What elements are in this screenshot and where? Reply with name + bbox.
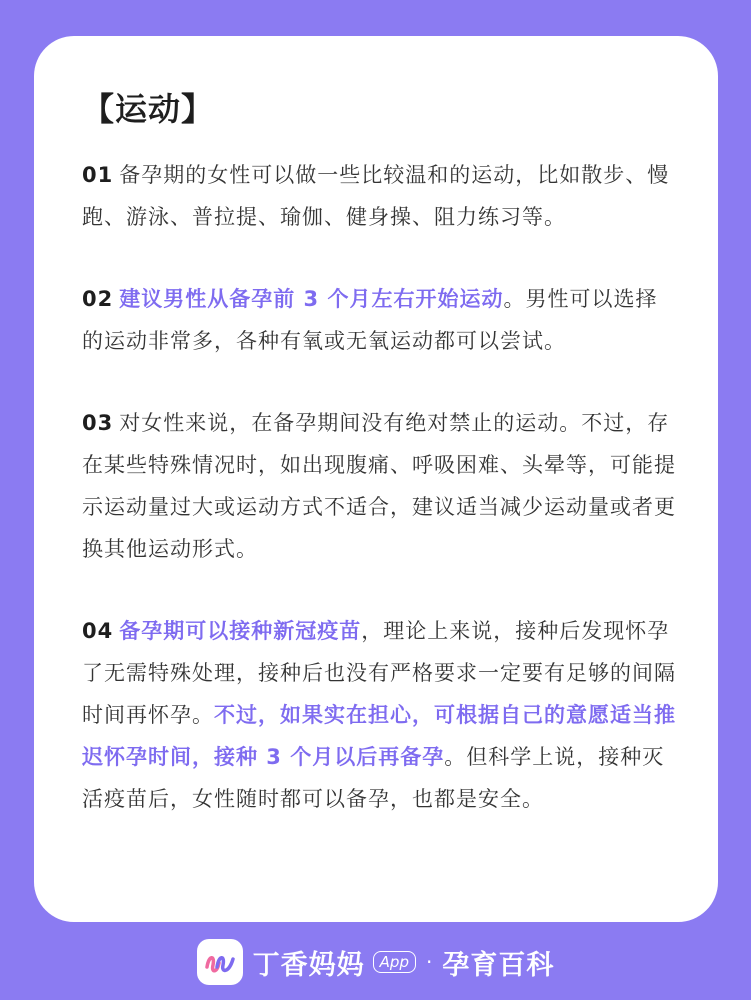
paragraph-number: 02 <box>82 287 114 311</box>
highlight-text: 备孕期可以接种新冠疫苗 <box>119 619 362 643</box>
paragraph-text: 。但科学上说，接种灭活疫苗后，女性随时都可以备孕，也都是安全。 <box>82 745 665 811</box>
paragraph-number: 01 <box>82 163 114 187</box>
paragraph-04 <box>82 610 678 820</box>
section-title: 【运动】 <box>82 90 215 128</box>
paragraph-02 <box>82 278 678 362</box>
app-logo-icon <box>197 939 243 985</box>
content-card <box>34 36 718 922</box>
app-badge: App <box>373 951 416 973</box>
paragraph-01 <box>82 154 678 238</box>
paragraph-text: 。男性可以选择的运动非常多，各种有氧或无氧运动都可以尝试。 <box>82 287 658 353</box>
paragraph-text: ，理论上来说，接种后发现怀孕了无需特殊处理，接种后也没有严格要求一定要有足够的间隔时间再怀孕。 <box>82 619 676 727</box>
footer-brand-bar <box>0 934 751 990</box>
brand-subtitle: 孕育百科 <box>442 949 555 981</box>
paragraph-03 <box>82 402 678 570</box>
paragraph-number: 04 <box>82 619 114 643</box>
paragraph-number: 03 <box>82 411 114 435</box>
separator-dot: · <box>425 950 433 974</box>
brand-name: 丁香妈妈 <box>252 949 365 981</box>
highlight-text: 建议男性从备孕前 3 个月左右开始运动 <box>119 287 504 311</box>
paragraph-text: 对女性来说，在备孕期间没有绝对禁止的运动。不过，存在某些特殊情况时，如出现腹痛、呼吸困难、头晕等，可能提示运动量过大或运动方式不适合，建议适当减少运动量或者更换其他运动形式。 <box>82 411 676 561</box>
paragraph-text: 备孕期的女性可以做一些比较温和的运动，比如散步、慢跑、游泳、普拉提、瑜伽、健身操、阻力练习等。 <box>82 163 670 229</box>
highlight-text: 不过，如果实在担心，可根据自己的意愿适当推迟怀孕时间，接种 3 个月以后再备孕 <box>82 703 676 769</box>
